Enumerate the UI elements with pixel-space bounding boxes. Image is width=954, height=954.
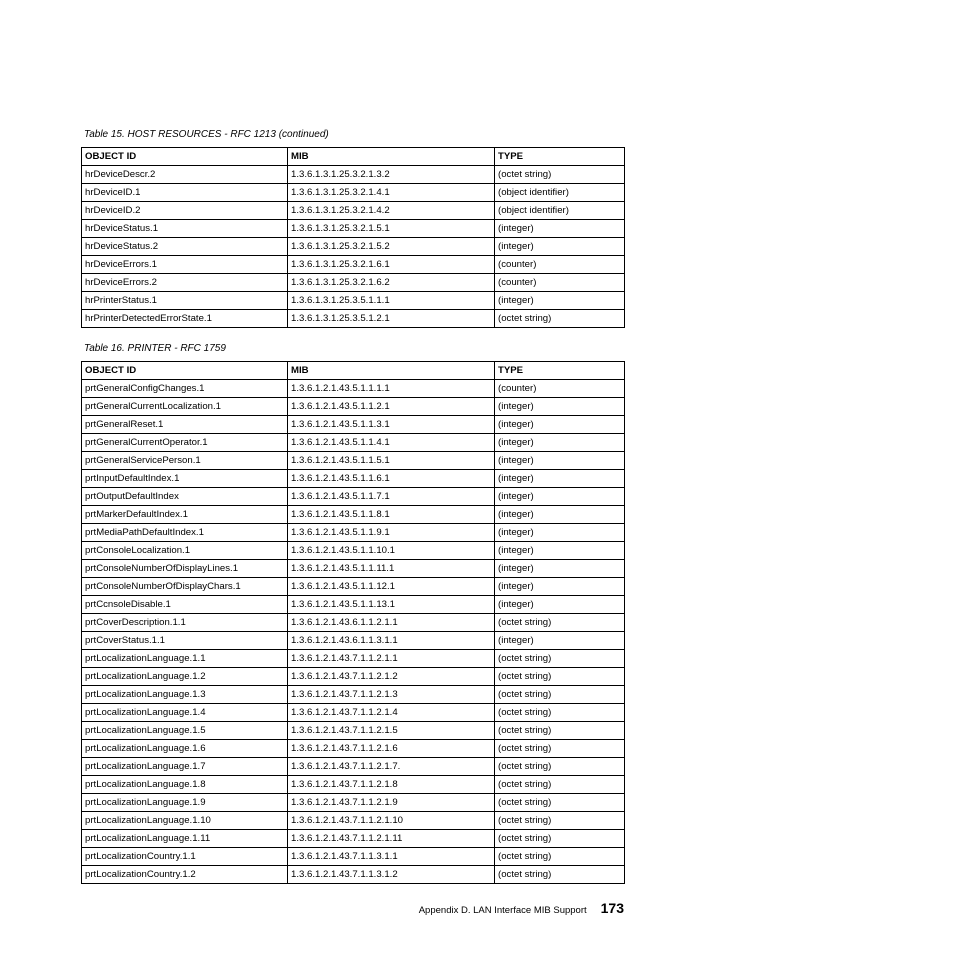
mib-cell: 1.3.6.1.2.1.43.7.1.1.2.1.7. [288, 758, 495, 776]
type-cell: (integer) [495, 488, 625, 506]
table-row [82, 166, 625, 184]
object-id-cell: prtLocalizationLanguage.1.5 [82, 722, 288, 740]
object-id-cell: hrPrinterStatus.1 [82, 292, 288, 310]
table-row [82, 650, 625, 668]
type-cell: (integer) [495, 292, 625, 310]
type-cell: (octet string) [495, 722, 625, 740]
type-cell: (counter) [495, 256, 625, 274]
object-id-cell: hrDeviceID.2 [82, 202, 288, 220]
mib-cell: 1.3.6.1.2.1.43.7.1.1.2.1.3 [288, 686, 495, 704]
page-footer [419, 900, 624, 916]
table-row [82, 668, 625, 686]
mib-cell: 1.3.6.1.3.1.25.3.2.1.6.2 [288, 274, 495, 292]
object-id-cell: prtGeneralCurrentLocalization.1 [82, 398, 288, 416]
object-id-cell: prtConsoleNumberOfDisplayChars.1 [82, 578, 288, 596]
object-id-cell: prtLocalizationLanguage.1.10 [82, 812, 288, 830]
table-row [82, 434, 625, 452]
table-row [82, 452, 625, 470]
object-id-cell: hrDeviceStatus.1 [82, 220, 288, 238]
type-cell: (integer) [495, 542, 625, 560]
table-15-caption: Table 15. HOST RESOURCES - RFC 1213 (continued) [84, 129, 329, 140]
footer-section-title: Appendix D. LAN Interface MIB Support [418, 905, 587, 916]
mib-cell: 1.3.6.1.2.1.43.5.1.1.12.1 [288, 578, 495, 596]
mib-cell: 1.3.6.1.2.1.43.6.1.1.2.1.1 [288, 614, 495, 632]
type-cell: (octet string) [495, 812, 625, 830]
table-header-row [82, 362, 625, 380]
mib-cell: 1.3.6.1.2.1.43.7.1.1.3.1.2 [288, 866, 495, 884]
mib-cell: 1.3.6.1.2.1.43.7.1.1.2.1.2 [288, 668, 495, 686]
object-id-cell: prtGeneralServicePerson.1 [82, 452, 288, 470]
mib-cell: 1.3.6.1.2.1.43.7.1.1.2.1.6 [288, 740, 495, 758]
mib-cell: 1.3.6.1.2.1.43.5.1.1.13.1 [288, 596, 495, 614]
table-row [82, 238, 625, 256]
type-cell: (object identifier) [495, 202, 625, 220]
mib-cell: 1.3.6.1.2.1.43.7.1.1.2.1.9 [288, 794, 495, 812]
table-row [82, 596, 625, 614]
table-row [82, 776, 625, 794]
printer-table [81, 361, 625, 884]
mib-cell: 1.3.6.1.2.1.43.7.1.1.3.1.1 [288, 848, 495, 866]
mib-cell: 1.3.6.1.3.1.25.3.2.1.5.1 [288, 220, 495, 238]
type-cell: (octet string) [495, 166, 625, 184]
table-row [82, 560, 625, 578]
type-cell: (octet string) [495, 794, 625, 812]
object-id-cell: prtConsoleNumberOfDisplayLines.1 [82, 560, 288, 578]
object-id-cell: prtLocalizationLanguage.1.8 [82, 776, 288, 794]
object-id-cell: prtLocalizationLanguage.1.11 [82, 830, 288, 848]
mib-cell: 1.3.6.1.2.1.43.5.1.1.11.1 [288, 560, 495, 578]
type-cell: (octet string) [495, 614, 625, 632]
object-id-cell: prtLocalizationLanguage.1.6 [82, 740, 288, 758]
type-cell: (integer) [495, 470, 625, 488]
table-row [82, 578, 625, 596]
column-header-type: TYPE [495, 148, 625, 166]
type-cell: (octet string) [495, 866, 625, 884]
type-cell: (octet string) [495, 704, 625, 722]
table-row [82, 184, 625, 202]
object-id-cell: prtLocalizationLanguage.1.7 [82, 758, 288, 776]
table-row [82, 740, 625, 758]
object-id-cell: prtCoverDescription.1.1 [82, 614, 288, 632]
type-cell: (integer) [495, 560, 625, 578]
type-cell: (octet string) [495, 740, 625, 758]
mib-cell: 1.3.6.1.2.1.43.7.1.1.2.1.11 [288, 830, 495, 848]
object-id-cell: prtLocalizationLanguage.1.2 [82, 668, 288, 686]
mib-cell: 1.3.6.1.2.1.43.7.1.1.2.1.4 [288, 704, 495, 722]
mib-cell: 1.3.6.1.2.1.43.5.1.1.7.1 [288, 488, 495, 506]
mib-cell: 1.3.6.1.2.1.43.5.1.1.5.1 [288, 452, 495, 470]
type-cell: (integer) [495, 398, 625, 416]
type-cell: (integer) [495, 506, 625, 524]
mib-cell: 1.3.6.1.2.1.43.5.1.1.1.1 [288, 380, 495, 398]
object-id-cell: hrDeviceErrors.1 [82, 256, 288, 274]
object-id-cell: hrDeviceErrors.2 [82, 274, 288, 292]
table-row [82, 220, 625, 238]
table-row [82, 614, 625, 632]
table-row [82, 830, 625, 848]
table-row [82, 416, 625, 434]
mib-cell: 1.3.6.1.2.1.43.5.1.1.3.1 [288, 416, 495, 434]
table-row [82, 380, 625, 398]
mib-cell: 1.3.6.1.2.1.43.5.1.1.8.1 [288, 506, 495, 524]
type-cell: (integer) [495, 596, 625, 614]
type-cell: (integer) [495, 416, 625, 434]
table-row [82, 524, 625, 542]
object-id-cell: hrDeviceDescr.2 [82, 166, 288, 184]
object-id-cell: prtConsoleLocalization.1 [82, 542, 288, 560]
table-row [82, 848, 625, 866]
type-cell: (counter) [495, 380, 625, 398]
table-row [82, 398, 625, 416]
mib-cell: 1.3.6.1.2.1.43.6.1.1.3.1.1 [288, 632, 495, 650]
column-header-object-id: OBJECT ID [82, 148, 288, 166]
object-id-cell: prtCoverStatus.1.1 [82, 632, 288, 650]
object-id-cell: hrDeviceID.1 [82, 184, 288, 202]
table-row [82, 488, 625, 506]
mib-cell: 1.3.6.1.3.1.25.3.2.1.5.2 [288, 238, 495, 256]
type-cell: (octet string) [495, 310, 625, 328]
mib-cell: 1.3.6.1.2.1.43.5.1.1.10.1 [288, 542, 495, 560]
table-row [82, 202, 625, 220]
type-cell: (octet string) [495, 848, 625, 866]
host-resources-table [81, 147, 625, 328]
table-row [82, 794, 625, 812]
table-row [82, 292, 625, 310]
table-row [82, 722, 625, 740]
table-row [82, 704, 625, 722]
object-id-cell: prtGeneralReset.1 [82, 416, 288, 434]
table-row [82, 274, 625, 292]
type-cell: (octet string) [495, 686, 625, 704]
table-row [82, 256, 625, 274]
page-number: 173 [600, 900, 624, 916]
object-id-cell: prtLocalizationCountry.1.1 [82, 848, 288, 866]
column-header-mib: MIB [288, 362, 495, 380]
object-id-cell: hrDeviceStatus.2 [82, 238, 288, 256]
mib-cell: 1.3.6.1.2.1.43.7.1.1.2.1.1 [288, 650, 495, 668]
type-cell: (octet string) [495, 650, 625, 668]
type-cell: (integer) [495, 238, 625, 256]
type-cell: (integer) [495, 578, 625, 596]
column-header-type: TYPE [495, 362, 625, 380]
object-id-cell: prtCcnsoleDisable.1 [82, 596, 288, 614]
mib-cell: 1.3.6.1.2.1.43.5.1.1.2.1 [288, 398, 495, 416]
object-id-cell: prtLocalizationCountry.1.2 [82, 866, 288, 884]
mib-cell: 1.3.6.1.3.1.25.3.2.1.4.2 [288, 202, 495, 220]
table-row [82, 310, 625, 328]
type-cell: (integer) [495, 452, 625, 470]
type-cell: (octet string) [495, 668, 625, 686]
type-cell: (integer) [495, 632, 625, 650]
type-cell: (octet string) [495, 830, 625, 848]
object-id-cell: prtGeneralCurrentOperator.1 [82, 434, 288, 452]
mib-cell: 1.3.6.1.3.1.25.3.2.1.3.2 [288, 166, 495, 184]
type-cell: (counter) [495, 274, 625, 292]
table-header-row [82, 148, 625, 166]
mib-cell: 1.3.6.1.2.1.43.5.1.1.4.1 [288, 434, 495, 452]
type-cell: (octet string) [495, 776, 625, 794]
type-cell: (integer) [495, 524, 625, 542]
object-id-cell: prtLocalizationLanguage.1.3 [82, 686, 288, 704]
table-16-caption: Table 16. PRINTER - RFC 1759 [84, 343, 226, 354]
object-id-cell: prtMarkerDefaultIndex.1 [82, 506, 288, 524]
object-id-cell: prtLocalizationLanguage.1.1 [82, 650, 288, 668]
object-id-cell: prtLocalizationLanguage.1.9 [82, 794, 288, 812]
object-id-cell: prtInputDefaultIndex.1 [82, 470, 288, 488]
mib-cell: 1.3.6.1.3.1.25.3.5.1.1.1 [288, 292, 495, 310]
mib-cell: 1.3.6.1.2.1.43.7.1.1.2.1.10 [288, 812, 495, 830]
table-row [82, 686, 625, 704]
mib-cell: 1.3.6.1.2.1.43.5.1.1.9.1 [288, 524, 495, 542]
table-row [82, 866, 625, 884]
object-id-cell: prtLocalizationLanguage.1.4 [82, 704, 288, 722]
mib-cell: 1.3.6.1.2.1.43.7.1.1.2.1.5 [288, 722, 495, 740]
table-row [82, 758, 625, 776]
column-header-object-id: OBJECT ID [82, 362, 288, 380]
table-row [82, 632, 625, 650]
object-id-cell: hrPrinterDetectedErrorState.1 [82, 310, 288, 328]
table-row [82, 812, 625, 830]
column-header-mib: MIB [288, 148, 495, 166]
type-cell: (integer) [495, 434, 625, 452]
table-row [82, 506, 625, 524]
object-id-cell: prtOutputDefaultIndex [82, 488, 288, 506]
type-cell: (object identifier) [495, 184, 625, 202]
mib-cell: 1.3.6.1.2.1.43.5.1.1.6.1 [288, 470, 495, 488]
type-cell: (octet string) [495, 758, 625, 776]
mib-cell: 1.3.6.1.2.1.43.7.1.1.2.1.8 [288, 776, 495, 794]
type-cell: (integer) [495, 220, 625, 238]
table-row [82, 542, 625, 560]
mib-cell: 1.3.6.1.3.1.25.3.5.1.2.1 [288, 310, 495, 328]
mib-cell: 1.3.6.1.3.1.25.3.2.1.4.1 [288, 184, 495, 202]
mib-cell: 1.3.6.1.3.1.25.3.2.1.6.1 [288, 256, 495, 274]
object-id-cell: prtMediaPathDefaultIndex.1 [82, 524, 288, 542]
table-row [82, 470, 625, 488]
object-id-cell: prtGeneralConfigChanges.1 [82, 380, 288, 398]
